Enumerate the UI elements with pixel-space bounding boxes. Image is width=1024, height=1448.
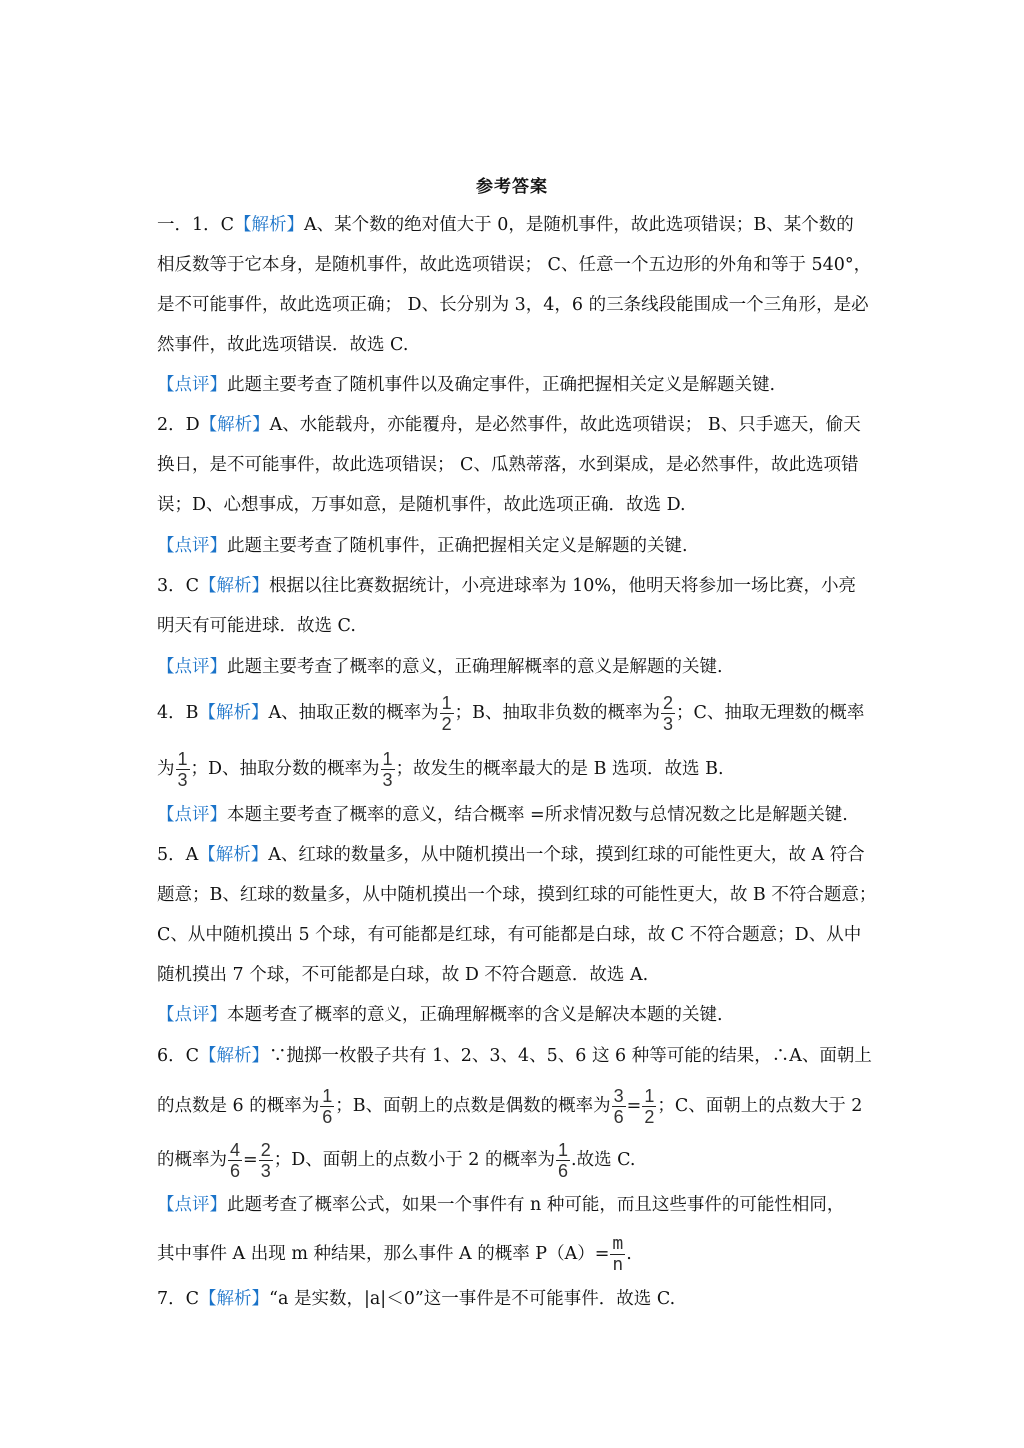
fraction [612,1087,626,1126]
denominator: 6 [613,1107,624,1127]
numerator: 2 [260,1140,271,1160]
numerator: 4 [230,1140,241,1160]
comment-tag: 【点评】 [157,657,227,677]
fraction [440,694,454,733]
q6-line-2 [157,1087,877,1126]
q4-line-2 [157,750,877,789]
q5-line-1 [157,842,877,868]
analysis-tag: 【解析】 [199,415,270,435]
numerator: 1 [558,1140,569,1160]
numerator: 1 [644,1086,655,1106]
denominator: 3 [663,714,674,734]
fraction [228,1141,242,1180]
q2-prefix: 2．D [157,415,200,435]
q6-line-3 [157,1141,877,1180]
q2-line-1 [157,412,877,438]
denominator: 6 [230,1161,241,1181]
comment-tag: 【点评】 [157,1195,227,1215]
q5-comment [157,1002,877,1028]
q2-text: A、水能载舟，亦能覆舟，是必然事件，故此选项错误； B、只手遮天，偷天 [269,415,861,435]
fraction [610,1235,625,1274]
analysis-tag: 【解析】 [234,215,305,235]
q5-prefix: 5．A [157,845,199,865]
q3-line-1 [157,573,877,599]
q6-comment-text: . [626,1244,632,1264]
comment-tag: 【点评】 [157,1005,227,1025]
q5-comment-text: 本题考查了概率的意义，正确理解概率的含义是解决本题的关键. [227,1005,723,1025]
q6-text: .故选 C. [571,1150,636,1170]
q4-text: ；故发生的概率最大的是 B 选项．故选 B. [395,759,724,779]
fraction [556,1141,570,1180]
denominator: 6 [558,1161,569,1181]
q4-text: ；D、抽取分数的概率为 [190,759,380,779]
denominator: 3 [382,770,393,790]
q6-text: ∵抛掷一枚骰子共有 1、2、3、4、5、6 这 6 种等可能的结果，∴A、面朝上 [269,1046,872,1066]
q6-line-1 [157,1043,877,1069]
q1-line-2: 相反数等于它本身，是随机事件，故此选项错误； C、任意一个五边形的外角和等于 540°， [157,255,872,275]
q1-line-1 [157,212,877,238]
fraction [320,1087,334,1126]
fraction [259,1141,273,1180]
denominator: 2 [644,1107,655,1127]
numerator: 1 [177,749,188,769]
q4-comment-text: 本题主要考查了概率的意义，结合概率 =所求情况数与总情况数之比是解题关键. [227,805,848,825]
q3-line-2: 明天有可能进球．故选 C. [157,616,356,636]
analysis-tag: 【解析】 [199,576,270,596]
q5-line-2: 题意；B、红球的数量多，从中随机摸出一个球，摸到红球的可能性更大，故 B 不符合题意； [157,885,877,905]
equals-sign: = [243,1150,258,1170]
q2-line-2: 换日，是不可能事件，故此选项错误； C、瓜熟蒂落，水到渠成，是必然事件，故此选项错 [157,455,859,475]
q6-text: ；D、面朝上的点数小于 2 的概率为 [273,1150,555,1170]
equals-sign: = [626,1096,642,1116]
q4-text: ；B、抽取非负数的概率为 [454,703,661,723]
q6-comment-text: 此题考查了概率公式，如果一个事件有 n 种可能，而且这些事件的可能性相同， [227,1195,845,1215]
denominator: 6 [322,1107,333,1127]
q5-line-3: C、从中随机摸出 5 个球，有可能都是红球，有可能都是白球，故 C 不符合题意；D、从中 [157,925,862,945]
fraction [176,750,190,789]
fraction [642,1087,656,1126]
q6-text: 的点数是 6 的概率为 [157,1096,320,1116]
q2-comment [157,533,877,559]
q6-text: ；B、面朝上的点数是偶数的概率为 [335,1096,611,1116]
analysis-tag: 【解析】 [198,703,269,723]
q7-text: “a 是实数，|a|＜0”这一事件是不可能事件．故选 C. [269,1289,676,1309]
q2-line-3: 误；D、心想事成，万事如意，是随机事件，故此选项正确．故选 D. [157,495,686,515]
denominator: 3 [177,770,188,790]
q5-line-4: 随机摸出 7 个球，不可能都是白球，故 D 不符合题意．故选 A. [157,965,649,985]
numerator: m [612,1233,624,1254]
q1-text: A、某个数的绝对值大于 0，是随机事件，故此选项错误；B、某个数的 [304,215,854,235]
q4-text: 为 [157,759,175,779]
q6-comment-line-2 [157,1235,877,1274]
q6-text: 的概率为 [157,1150,227,1170]
q1-comment [157,372,877,398]
q5-text: A、红球的数量多，从中随机摸出一个球，摸到红球的可能性更大，故 A 符合 [268,845,865,865]
numerator: 2 [663,693,674,713]
q2-comment-text: 此题主要考查了随机事件，正确把握相关定义是解题的关键. [227,536,688,556]
page-title: 参考答案 [476,177,548,197]
q1-line-4: 然事件，故此选项错误．故选 C. [157,335,409,355]
q7-prefix: 7．C [157,1289,200,1309]
denominator: 2 [441,714,452,734]
q1-line-3: 是不可能事件，故此选项正确； D、长分别为 3，4，6 的三条线段能围成一个三角形，是必 [157,295,869,315]
q6-comment-line-1 [157,1192,877,1218]
numerator: 1 [441,693,452,713]
denominator: 3 [260,1161,271,1181]
q4-line-1 [157,694,877,733]
q3-comment [157,654,877,680]
analysis-tag: 【解析】 [198,845,269,865]
q3-text: 根据以往比赛数据统计，小亮进球率为 10%，他明天将参加一场比赛，小亮 [269,576,856,596]
q6-text: ；C、面朝上的点数大于 2 [657,1096,863,1116]
comment-tag: 【点评】 [157,536,227,556]
q4-text: ；C、抽取无理数的概率 [676,703,865,723]
fraction [661,694,675,733]
numerator: 3 [613,1086,624,1106]
q3-prefix: 3．C [157,576,200,596]
numerator: 1 [322,1086,333,1106]
q6-comment-text: 其中事件 A 出现 m 种结果，那么事件 A 的概率 P（A）= [157,1244,610,1264]
q7-line-1 [157,1286,877,1312]
fraction [381,750,395,789]
comment-tag: 【点评】 [157,805,227,825]
q3-comment-text: 此题主要考查了概率的意义，正确理解概率的意义是解题的关键. [227,657,723,677]
q4-comment [157,802,877,828]
analysis-tag: 【解析】 [199,1046,270,1066]
q1-comment-text: 此题主要考查了随机事件以及确定事件，正确把握相关定义是解题关键. [227,375,776,395]
q6-prefix: 6．C [157,1046,200,1066]
denominator: n [612,1254,624,1275]
q4-prefix: 4．B [157,703,199,723]
q1-prefix: 一．1．C [157,215,235,235]
comment-tag: 【点评】 [157,375,227,395]
numerator: 1 [382,749,393,769]
q4-text: A、抽取正数的概率为 [268,703,439,723]
analysis-tag: 【解析】 [199,1289,270,1309]
